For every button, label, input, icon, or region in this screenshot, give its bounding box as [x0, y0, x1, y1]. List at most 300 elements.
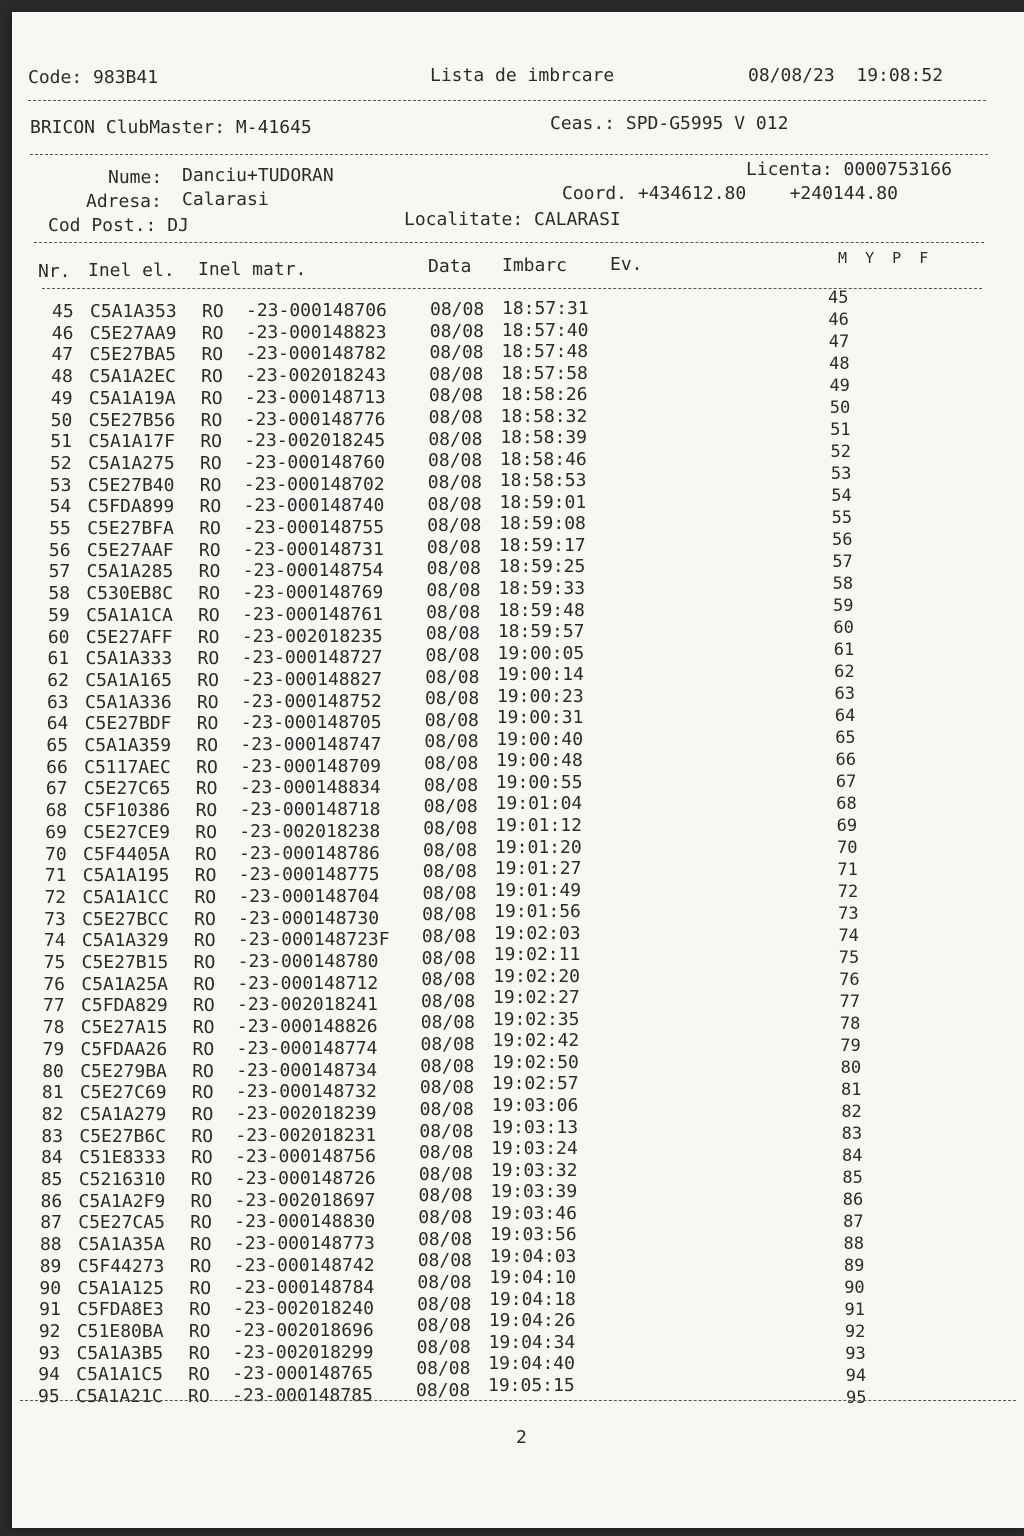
- cell-date: 08/08: [426, 580, 481, 602]
- cell-country: RO: [198, 604, 220, 626]
- cell-time: 19:03:24: [491, 1138, 578, 1160]
- cell-date: 08/08: [416, 1336, 471, 1358]
- address-value: Calarasi: [182, 189, 269, 210]
- cell-inel-matr: -23-002018240: [233, 1298, 375, 1320]
- cell-time: 19:03:06: [491, 1094, 579, 1116]
- cell-nr: 79: [42, 1038, 65, 1060]
- myp-value: 60: [833, 618, 854, 638]
- cell-date: 08/08: [416, 1315, 472, 1337]
- cell-inel-el: C5E27B40: [87, 474, 175, 496]
- printed-sheet: [12, 12, 1024, 1528]
- cell-time: 19:01:27: [494, 858, 582, 880]
- cell-date: 08/08: [424, 688, 480, 710]
- myp-value: 83: [841, 1124, 863, 1144]
- cell-inel-matr: -23-000148782: [245, 343, 387, 365]
- cell-country: RO: [198, 561, 221, 583]
- cell-date: 08/08: [417, 1293, 472, 1315]
- cell-nr: 58: [48, 583, 71, 605]
- cell-date: 08/08: [425, 666, 480, 688]
- myp-value: 77: [839, 992, 860, 1012]
- cell-time: 18:59:01: [499, 491, 587, 513]
- cell-time: 19:03:39: [490, 1181, 578, 1203]
- cell-date: 08/08: [427, 493, 482, 515]
- cell-date: 08/08: [419, 1120, 474, 1142]
- cell-inel-el: C5A1A1CA: [86, 604, 173, 626]
- cell-nr: 76: [43, 973, 66, 995]
- col-header-nr: Nr.: [38, 261, 71, 282]
- cell-nr: 69: [45, 821, 67, 843]
- myp-value: 45: [828, 288, 849, 308]
- cell-time: 19:02:03: [493, 922, 581, 944]
- cell-date: 08/08: [418, 1163, 473, 1185]
- cell-nr: 78: [42, 1017, 65, 1039]
- cell-inel-matr: -23-000148718: [239, 799, 381, 821]
- cell-nr: 73: [44, 908, 66, 930]
- cell-country: RO: [197, 648, 220, 670]
- cell-inel-el: C5E27AFF: [85, 626, 173, 648]
- cell-inel-el: C5A1A1CC: [82, 886, 170, 908]
- cell-country: RO: [192, 1060, 214, 1082]
- cell-inel-el: C5E27B6C: [79, 1125, 167, 1147]
- cell-time: 19:04:03: [489, 1245, 577, 1267]
- myp-value: 89: [843, 1256, 865, 1276]
- myp-value: 92: [844, 1322, 866, 1342]
- cell-nr: 77: [43, 995, 65, 1017]
- cell-date: 08/08: [427, 515, 482, 537]
- cell-inel-el: C5FDA899: [87, 496, 175, 518]
- cell-nr: 65: [46, 735, 69, 756]
- cell-inel-matr: -23-000148765: [232, 1363, 374, 1385]
- cell-inel-el: C5E27CA5: [78, 1212, 165, 1234]
- cell-time: 18:59:25: [498, 556, 586, 578]
- cell-country: RO: [191, 1103, 214, 1125]
- myp-value: 86: [842, 1190, 864, 1210]
- cell-inel-el: C5A1A2F9: [78, 1190, 166, 1212]
- cell-time: 18:57:48: [501, 341, 589, 363]
- cell-country: RO: [189, 1277, 212, 1299]
- cell-time: 18:59:48: [498, 599, 585, 621]
- cell-inel-matr: -23-000148734: [236, 1059, 378, 1081]
- cell-time: 19:02:50: [492, 1051, 579, 1073]
- cell-inel-el: C5F4405A: [83, 843, 170, 865]
- cell-country: RO: [194, 865, 217, 887]
- cell-inel-el: C5A1A285: [86, 561, 174, 583]
- cell-time: 19:01:12: [495, 814, 582, 836]
- cell-nr: 72: [44, 886, 67, 908]
- cell-inel-matr: -23-000148827: [241, 668, 383, 690]
- cell-country: RO: [190, 1190, 213, 1212]
- cell-country: RO: [189, 1299, 211, 1321]
- cell-inel-el: C5A1A25A: [81, 973, 169, 995]
- cell-inel-matr: -23-002018697: [234, 1189, 376, 1211]
- cell-country: RO: [200, 409, 223, 431]
- cell-inel-matr: -23-000148760: [244, 451, 385, 473]
- cell-time: 19:05:15: [488, 1375, 575, 1396]
- col-header-data: Data: [428, 256, 472, 277]
- myp-value: 78: [839, 1014, 861, 1034]
- cell-nr: 83: [41, 1125, 64, 1147]
- cell-date: 08/08: [417, 1271, 472, 1293]
- cell-inel-el: C5E27BA5: [89, 344, 177, 366]
- cell-inel-matr: -23-002018241: [237, 994, 378, 1016]
- myp-value: 52: [830, 442, 851, 462]
- cell-date: 08/08: [423, 839, 478, 861]
- cell-nr: 49: [50, 387, 73, 409]
- myp-value: 69: [836, 816, 858, 836]
- cell-time: 19:02:20: [493, 965, 581, 987]
- clock-model: Ceas.: SPD-G5995 V 012: [550, 113, 789, 134]
- cell-date: 08/08: [418, 1207, 473, 1229]
- myp-value: 85: [842, 1168, 863, 1188]
- cell-inel-el: C5E27C69: [79, 1082, 167, 1104]
- cell-inel-el: C5F10386: [83, 800, 171, 822]
- cell-inel-matr: -23-000148784: [233, 1276, 375, 1298]
- cell-country: RO: [188, 1386, 210, 1407]
- myp-value: 49: [829, 376, 850, 396]
- cell-country: RO: [193, 930, 216, 952]
- cell-inel-matr: -23-000148826: [236, 1016, 378, 1038]
- cell-inel-el: C5A1A125: [77, 1277, 165, 1299]
- cell-date: 08/08: [424, 731, 479, 753]
- cell-time: 19:01:49: [494, 879, 582, 901]
- myp-value: 84: [842, 1146, 863, 1166]
- cell-inel-matr: -23-000148786: [239, 842, 380, 864]
- myp-value: 87: [843, 1212, 864, 1232]
- cell-time: 19:01:04: [495, 793, 583, 815]
- cell-time: 19:04:34: [488, 1331, 576, 1353]
- cell-time: 19:01:56: [494, 901, 581, 923]
- myp-value: 80: [840, 1058, 862, 1078]
- cell-country: RO: [193, 995, 215, 1017]
- cell-country: RO: [191, 1082, 214, 1104]
- cell-inel-el: C5A1A336: [84, 691, 172, 713]
- cell-country: RO: [201, 366, 223, 388]
- separator-line: [30, 154, 988, 155]
- cell-time: 19:03:46: [490, 1202, 577, 1224]
- cell-country: RO: [195, 821, 217, 843]
- cell-inel-matr: -23-000148785: [232, 1385, 373, 1406]
- cell-inel-el: C5A1A165: [85, 669, 172, 691]
- cell-nr: 84: [41, 1147, 63, 1169]
- myp-value: 66: [835, 750, 857, 770]
- cell-inel-matr: -23-002018231: [235, 1124, 377, 1146]
- cell-nr: 95: [38, 1386, 60, 1407]
- cell-country: RO: [190, 1169, 213, 1190]
- page-number: 2: [516, 1427, 527, 1448]
- myp-value: 57: [832, 552, 853, 572]
- cell-inel-matr: -23-002018238: [239, 820, 381, 842]
- cell-time: 19:00:55: [495, 771, 583, 793]
- address-label: Adresa:: [86, 191, 162, 212]
- cell-nr: 81: [41, 1082, 64, 1104]
- cell-country: RO: [199, 518, 221, 539]
- cell-country: RO: [189, 1234, 212, 1256]
- cell-time: 19:00:40: [496, 728, 584, 750]
- cell-country: RO: [198, 583, 221, 605]
- cell-nr: 88: [39, 1234, 62, 1256]
- cell-country: RO: [192, 1017, 215, 1039]
- cell-inel-matr: -23-002018299: [232, 1341, 374, 1363]
- cell-country: RO: [196, 691, 219, 713]
- cell-nr: 51: [50, 431, 73, 453]
- cell-date: 08/08: [422, 861, 477, 883]
- cell-country: RO: [196, 713, 219, 735]
- cell-inel-matr: -23-000148761: [242, 603, 383, 625]
- cell-inel-matr: -23-002018696: [232, 1319, 374, 1341]
- cell-date: 08/08: [425, 644, 480, 666]
- cell-country: RO: [202, 301, 224, 322]
- cell-time: 18:59:33: [498, 578, 586, 600]
- cell-inel-el: C5FDA829: [81, 995, 168, 1017]
- cell-country: RO: [194, 886, 217, 908]
- separator-line: [28, 100, 986, 101]
- cell-inel-el: C5E27A15: [80, 1017, 168, 1039]
- cell-time: 18:59:57: [497, 621, 585, 643]
- cell-date: 08/08: [421, 947, 476, 969]
- cell-date: 08/08: [426, 601, 481, 623]
- cell-nr: 53: [49, 474, 72, 496]
- cell-inel-matr: -23-000148769: [242, 582, 384, 604]
- cell-time: 18:58:32: [500, 405, 588, 427]
- cell-inel-matr: -23-000148752: [240, 690, 382, 712]
- cell-inel-matr: -23-000148727: [241, 647, 383, 669]
- cell-inel-el: C5E27AA9: [89, 322, 177, 344]
- cell-date: 08/08: [423, 796, 478, 818]
- cell-date: 08/08: [428, 385, 484, 407]
- cell-inel-el: C5E27B56: [88, 409, 176, 431]
- cell-nr: 94: [38, 1364, 60, 1386]
- myp-value: 64: [834, 706, 856, 726]
- myp-value: 47: [828, 332, 850, 352]
- cell-inel-matr: -23-000148731: [242, 538, 384, 560]
- myp-value: 58: [832, 574, 854, 594]
- cell-nr: 60: [47, 626, 70, 648]
- club-master: BRICON ClubMaster: M-41645: [30, 117, 312, 138]
- cell-country: RO: [199, 496, 222, 518]
- cell-inel-el: C5E27B15: [81, 952, 169, 973]
- myp-value: 54: [831, 486, 852, 506]
- myp-value: 93: [845, 1344, 866, 1364]
- locality: Localitate: CALARASI: [404, 209, 621, 230]
- cell-date: 08/08: [427, 471, 482, 493]
- cell-nr: 93: [38, 1342, 61, 1364]
- cell-country: RO: [190, 1212, 212, 1234]
- cell-date: 08/08: [419, 1077, 475, 1099]
- cell-country: RO: [201, 344, 224, 366]
- cell-inel-matr: -23-000148709: [240, 755, 382, 777]
- cell-date: 08/08: [425, 623, 480, 645]
- cell-date: 08/08: [426, 536, 482, 558]
- cell-nr: 70: [45, 843, 67, 865]
- cell-inel-el: C5A1A195: [82, 865, 170, 887]
- myp-value: 79: [840, 1036, 861, 1056]
- cell-inel-matr: -23-000148775: [238, 864, 380, 886]
- cell-date: 08/08: [428, 407, 483, 429]
- cell-nr: 67: [45, 778, 68, 800]
- cell-inel-matr: -23-000148712: [237, 972, 379, 994]
- cell-nr: 47: [51, 344, 74, 366]
- cell-nr: 46: [51, 322, 74, 344]
- cell-inel-matr: -23-000148755: [243, 517, 385, 538]
- col-header-inel-el: Inel el.: [88, 260, 175, 281]
- cell-inel-el: C5A1A35A: [77, 1234, 165, 1256]
- cell-inel-el: C5A1A3B5: [76, 1342, 164, 1364]
- cell-nr: 48: [51, 366, 73, 388]
- cell-date: 08/08: [420, 1055, 475, 1077]
- cell-country: RO: [198, 539, 221, 561]
- cell-time: 19:00:14: [497, 664, 584, 686]
- cell-time: 19:04:26: [488, 1310, 576, 1332]
- cell-inel-matr: -23-000148705: [240, 712, 382, 734]
- cell-inel-el: C5FDAA26: [80, 1038, 168, 1060]
- cell-inel-matr: -23-000148704: [238, 885, 380, 907]
- cell-date: 08/08: [430, 299, 485, 320]
- myp-value: 72: [837, 882, 859, 902]
- myp-value: 73: [838, 904, 859, 924]
- cell-nr: 86: [40, 1190, 63, 1212]
- cell-time: 19:02:27: [493, 987, 580, 1009]
- cell-inel-matr: -23-000148830: [234, 1211, 376, 1233]
- cell-time: 19:04:18: [489, 1288, 576, 1310]
- myp-value: 88: [843, 1234, 864, 1254]
- cell-date: 08/08: [419, 1098, 474, 1120]
- cell-inel-el: C5A1A279: [79, 1103, 167, 1125]
- cell-nr: 56: [48, 539, 71, 561]
- myp-value: 68: [836, 794, 857, 814]
- myp-value: 95: [846, 1388, 867, 1408]
- cell-inel-matr: -23-000148740: [243, 495, 385, 517]
- col-header-inel-matr: Inel matr.: [198, 259, 307, 280]
- cell-nr: 89: [39, 1255, 62, 1277]
- cell-inel-el: C5216310: [78, 1169, 166, 1190]
- cell-nr: 45: [52, 301, 74, 322]
- cell-date: 08/08: [421, 925, 477, 947]
- cell-date: 08/08: [419, 1142, 474, 1164]
- cell-inel-el: C5F44273: [77, 1255, 165, 1277]
- print-datetime: 08/08/23 19:08:52: [748, 65, 944, 86]
- cell-inel-matr: -23-000148823: [245, 321, 387, 343]
- cell-date: 08/08: [428, 450, 483, 472]
- cell-country: RO: [195, 843, 217, 865]
- cell-country: RO: [200, 452, 222, 474]
- cell-inel-el: C5E279BA: [80, 1060, 167, 1082]
- myp-value: 50: [829, 398, 851, 418]
- cell-date: 08/08: [422, 882, 477, 904]
- cell-inel-el: C5A1A275: [88, 452, 175, 474]
- cell-nr: 64: [46, 713, 69, 735]
- table-row: [12, 298, 1012, 322]
- myp-value: 55: [831, 508, 853, 528]
- cell-inel-el: C5A1A359: [84, 735, 172, 756]
- cell-country: RO: [199, 474, 222, 496]
- owner-name: Danciu+TUDORAN: [182, 165, 334, 186]
- cell-nr: 66: [46, 756, 68, 778]
- cell-nr: 52: [50, 452, 72, 474]
- cell-time: 19:02:11: [493, 944, 581, 966]
- cell-nr: 74: [43, 930, 66, 952]
- cell-inel-matr: -23-000148754: [242, 560, 384, 582]
- cell-date: 08/08: [420, 1012, 475, 1034]
- cell-country: RO: [197, 626, 220, 648]
- cell-inel-matr: -23-000148702: [243, 473, 385, 495]
- cell-country: RO: [188, 1364, 210, 1386]
- cell-inel-el: C5A1A329: [81, 930, 169, 952]
- cell-time: 18:59:17: [498, 534, 586, 556]
- cell-date: 08/08: [423, 774, 479, 796]
- cell-country: RO: [193, 973, 216, 995]
- cell-inel-el: C5A1A2EC: [89, 366, 176, 388]
- myp-value: 62: [834, 662, 855, 682]
- code-label: Code: 983B41: [28, 67, 159, 88]
- cell-inel-el: C5E27BCC: [82, 908, 169, 930]
- cell-country: RO: [193, 952, 216, 973]
- cell-country: RO: [195, 778, 218, 800]
- cell-time: 19:00:05: [497, 642, 585, 664]
- myp-value: 51: [830, 420, 851, 440]
- cell-nr: 68: [45, 800, 68, 822]
- cell-inel-matr: -23-000148732: [235, 1081, 377, 1103]
- cell-country: RO: [200, 387, 223, 409]
- col-header-ev: Ev.: [610, 254, 643, 275]
- cell-date: 08/08: [426, 558, 481, 580]
- cell-inel-el: C5E27BFA: [87, 518, 174, 539]
- cell-inel-matr: -23-000148747: [240, 734, 382, 755]
- myp-value: 94: [845, 1366, 867, 1386]
- separator-line: [34, 242, 984, 243]
- cell-date: 08/08: [429, 320, 484, 342]
- cell-time: 19:04:40: [488, 1353, 575, 1375]
- cell-date: 08/08: [416, 1358, 471, 1380]
- cell-nr: 82: [41, 1103, 64, 1125]
- owner-name-label: Nume:: [108, 167, 163, 188]
- cell-nr: 80: [42, 1060, 64, 1082]
- cell-country: RO: [189, 1255, 212, 1277]
- myp-value: 76: [839, 970, 860, 990]
- cell-time: 18:59:08: [499, 513, 586, 535]
- cell-date: 08/08: [423, 817, 478, 839]
- cell-nr: 90: [39, 1277, 62, 1299]
- cell-nr: 87: [40, 1212, 62, 1234]
- col-header-imbarc: Imbarc: [502, 255, 568, 276]
- col-header-myp: M Y P F: [838, 249, 929, 267]
- cell-nr: 75: [43, 952, 66, 973]
- cell-date: 08/08: [417, 1250, 472, 1272]
- cell-country: RO: [194, 908, 216, 930]
- myp-value: 65: [835, 728, 856, 748]
- cell-country: RO: [196, 756, 218, 778]
- cell-time: 19:04:10: [489, 1267, 577, 1289]
- cell-nr: 59: [48, 604, 70, 626]
- cell-time: 19:01:20: [495, 836, 582, 858]
- myp-value: 71: [837, 860, 858, 880]
- myp-value: 75: [838, 948, 860, 968]
- cell-time: 18:57:58: [501, 362, 588, 384]
- cell-country: RO: [196, 735, 219, 756]
- cell-inel-matr: -23-000148773: [233, 1233, 375, 1255]
- myp-value: 81: [840, 1080, 862, 1100]
- cell-inel-el: C5E27BDF: [84, 713, 172, 735]
- cell-country: RO: [192, 1038, 215, 1060]
- myp-value: 46: [828, 310, 849, 330]
- cell-country: RO: [191, 1125, 214, 1147]
- cell-inel-el: C5FDA8E3: [77, 1299, 164, 1321]
- myp-value: 53: [830, 464, 852, 484]
- cell-time: 18:57:31: [502, 298, 589, 319]
- cell-time: 19:03:32: [490, 1159, 578, 1181]
- cell-time: 18:58:53: [499, 470, 587, 492]
- cell-country: RO: [195, 800, 218, 822]
- cell-country: RO: [188, 1342, 211, 1364]
